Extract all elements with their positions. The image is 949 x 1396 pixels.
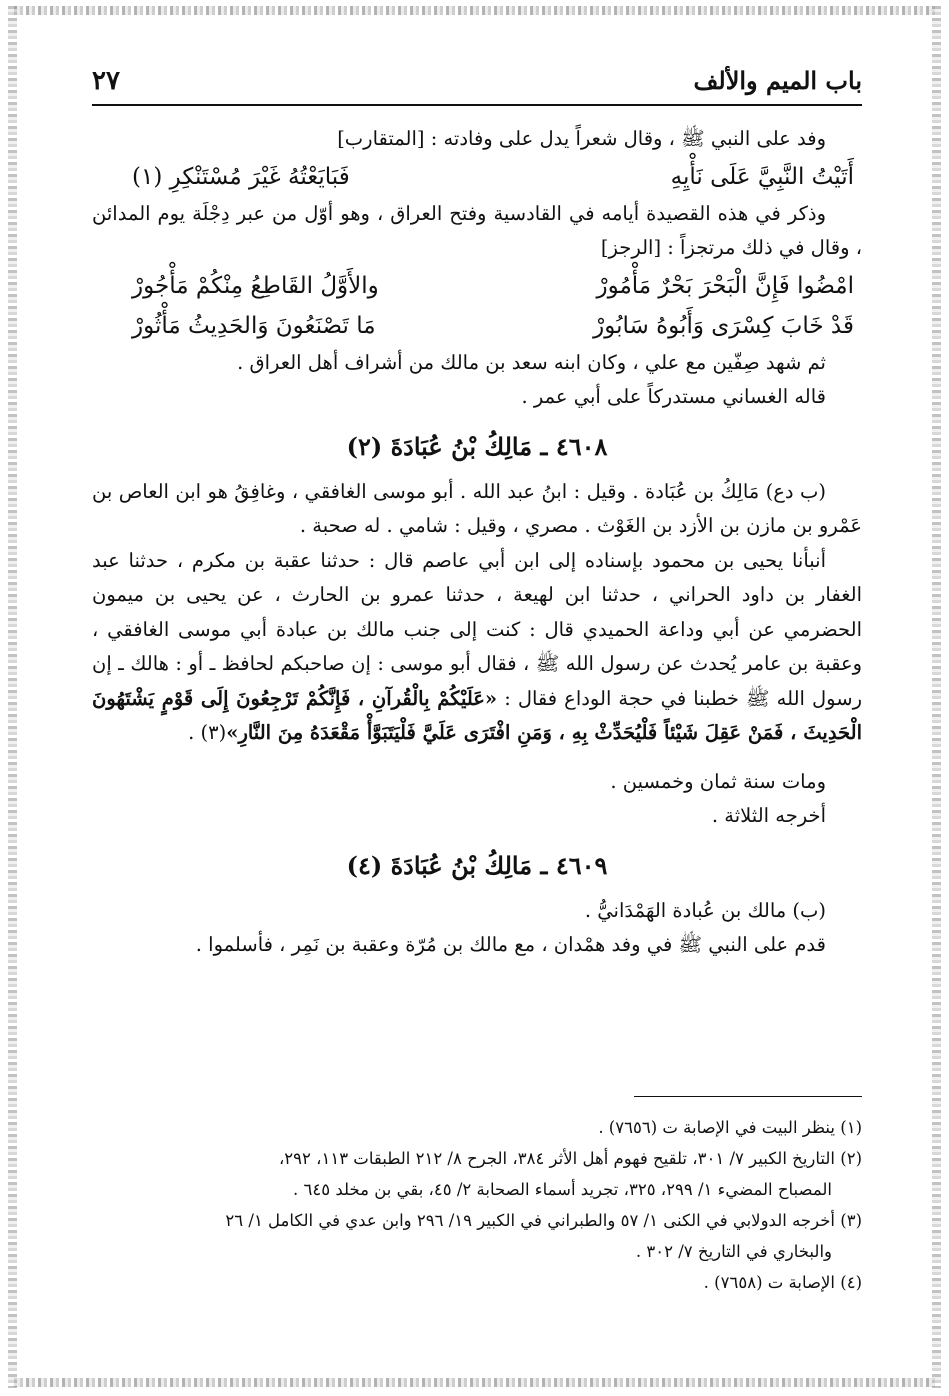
book-page [92,60,862,1360]
footnote-2-continued: المصباح المضيء ١/ ٢٩٩، ٣٢٥، تجريد أسماء الصحابة ٢/ ٤٥، بقي بن مخلد ٦٤٥ . [293,1180,832,1199]
intro-line: وفد على النبي ﷺ ، وقال شعراً يدل على وفادته : [المتقارب] [337,127,826,150]
footnote-2: (٢) التاريخ الكبير ٧/ ٣٠١، تلقيح فهوم أهل الأثر ٣٨٤، الجرح ٨/ ٢١٢ الطبقات ١١٣، ٢٩٢، [278,1149,862,1168]
verse-line-3 [92,306,862,346]
footnote-1: (١) ينظر البيت في الإصابة ت (٧٦٥٦) . [598,1118,862,1137]
footnotes [92,1112,862,1298]
verse-3-right-hemistich: قَدْ خَابَ كِسْرَى وَأَبُوهُ سَابُورْ [593,312,854,339]
decorative-border-left [8,6,17,1388]
verse-line-1 [92,157,862,197]
entry-4608-source: أخرجه الثلاثة . [711,804,826,827]
footnote-3: (٣) أخرجه الدولابي في الكنى ١/ ٥٧ والطبراني في الكبير ١٩/ ٢٩٦ وابن عدي في الكامل ١/ ٢٦ [225,1211,862,1230]
footnote-3-continued: والبخاري في التاريخ ٧/ ٣٠٢ . [635,1242,832,1261]
decorative-border-top [14,6,935,15]
verse-3-left-hemistich: مَا تَصْنَعُونَ وَالحَدِيثُ مَأْثُورْ [132,312,376,339]
page-number: ٢٧ [92,66,120,96]
running-title: باب الميم والألف [693,66,862,95]
decorative-border-bottom [14,1378,935,1387]
entry-4609-delegation: قدم على النبي ﷺ في وفد همْدان ، مع مالك بن مُرّة وعقبة بن نَمِر ، فأسلموا . [195,933,826,956]
hadith-text: «عَلَيْكُمْ بِالْقُرآنِ ، فَإِنَّكُمْ تَرْجِعُونَ إِلَى قَوْمٍ يَشْتَهُونَ الْحَدِيثَ ، فَمَنْ عَقِلَ شَيْئاً فَلْيُحَدِّثْ بِهِ ، وَمَنِ افْتَرَى عَلَيَّ فَلْيَتَبَوَّأْ مَقْعَدَهُ مِنَ النَّارِ» [92,686,862,744]
entry-4609-identity: (ب) مالك بن عُبادة الهَمْدَانيُّ . [584,898,826,922]
hadith-footnote-ref: (٣) . [188,721,227,744]
decorative-border-right [932,6,941,1388]
page-header [92,60,862,106]
footnote-4: (٤) الإصابة ت (٧٦٥٨) . [703,1273,862,1292]
verse-1-right-hemistich: أَتَيْتُ النَّبِيَّ عَلَى نَأْيِهِ [670,163,854,190]
paragraph-ghassani: قاله الغساني مستدركاً على أبي عمر . [521,385,826,408]
entry-title-4608: ٤٦٠٨ ـ مَالِكُ بْنُ عُبَادَةَ (٢) [346,431,608,461]
paragraph-battles: وذكر في هذه القصيدة أيامه في القادسية وفتح العراق ، وهو أوّل من عبر دِجْلَة يوم المدائن ، وقال في ذلك مرتجزاً : [الرجز] [92,201,862,259]
entry-4608-death: ومات سنة ثمان وخمسين . [610,769,826,793]
verse-2-right-hemistich: امْضُوا فَإِنَّ الْبَحْرَ بَحْرٌ مَأْمُورْ [596,272,854,299]
entry-title-4609: ٤٦٠٩ ـ مَالِكُ بْنُ عُبَادَةَ (٤) [346,850,608,880]
paragraph-siffin: ثم شهد صِفّين مع علي ، وكان ابنه سعد بن مالك من أشراف أهل العراق . [237,350,826,374]
verse-2-left-hemistich: والأَوَّلُ القَاطِعُ مِنْكُمْ مَأْجُورْ [132,272,379,299]
entry-4608-isnad [92,544,862,751]
verse-line-2 [92,266,862,306]
entry-4608-identity: (ب دع) مَالِكُ بن عُبَادة . وقيل : ابنُ عبد الله . أبو موسى الغافقي ، وغافِقُ هو ابن العاص بن عَمْرو بن مازن بن الأزد بن الغَوْث . مصري ، وقيل : شامي . له صحبة . [92,479,862,537]
spacer [92,751,862,765]
footnote-divider [634,1096,862,1097]
isnad-text: أنبأنا يحيى بن محمود بإسناده إلى ابن أبي عاصم قال : حدثنا عقبة بن مكرم ، حدثنا عبد الغفار بن داود الحراني ، حدثنا ابن لهيعة ، حدثنا عمرو بن الحارث ، عن يحيى بن ميمون الحضرمي عن أبي وداعة الحميدي قال : كنت إلى جنب مالك بن عبادة أبي موسى الغافقي ، وعقبة بن عامر يُحدث عن رسول الله ﷺ ، فقال أبو موسى : إن صاحبكم لحافظ ـ أو : هالك ـ إن رسول الله ﷺ خطبنا في حجة الوداع فقال : [92,548,863,710]
page-body [92,122,862,963]
verse-1-left-hemistich: فَبَايَعْتُهُ غَيْرَ مُسْتَنْكِرِ (١) [132,163,350,190]
